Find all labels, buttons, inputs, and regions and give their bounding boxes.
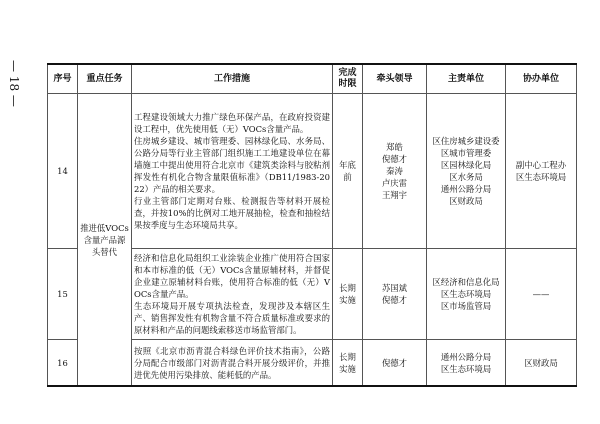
main-unit-cell	[427, 340, 506, 387]
assist-unit-cell: ——	[506, 249, 577, 340]
measures-cell	[132, 249, 333, 340]
deadline-cell: 长期实施	[333, 249, 363, 340]
header-task: 重点任务	[78, 64, 132, 94]
lead-cell	[363, 249, 427, 340]
unit-name: 区生态环境局	[440, 363, 492, 374]
measure-paragraph: 经济和信息化局组织工业涂装企业推广使用符合国家和本市标准的低（无）VOCs含量原辅材料，并督促企业建立原辅材料台账，使用符合标准的低（无）VOCs含量产品。	[134, 253, 330, 299]
unit-name: 通州公路分局	[440, 184, 492, 194]
row-seq: 15	[48, 249, 78, 340]
table-header-row	[48, 64, 577, 94]
assist-unit-cell: 区财政局	[506, 340, 577, 387]
table-row	[48, 94, 577, 249]
unit-name: 区市场监管局	[440, 301, 492, 311]
lead-cell	[363, 94, 427, 249]
unit-name: 副中心工程办	[515, 160, 567, 170]
unit-name: 区财政局	[449, 196, 483, 206]
unit-name: 区水务局	[449, 172, 483, 182]
lead-name: 倪德才	[381, 154, 408, 164]
measure-paragraph: 工程建设领域大力推广绿色环保产品，在政府投资建设工程中，优先使用低（无）VOCs含量产品。	[134, 112, 330, 134]
lead-cell: 倪德才	[363, 340, 427, 387]
unit-name: 区生态环境局	[440, 289, 492, 299]
lead-name: 王翔宇	[381, 190, 408, 200]
header-lead: 牵头领导	[363, 64, 427, 94]
page-number: — 18 —	[7, 60, 21, 107]
main-unit-cell	[427, 94, 506, 249]
lead-name: 苏国斌	[381, 283, 408, 293]
lead-name: 倪德才	[381, 295, 408, 305]
measure-paragraph: 生态环境局开展专项执法检查，发现涉及本辖区生产、销售挥发性有机物含量不符合质量标准或要求的原材料和产品的问题线索移送市场监管部门。	[134, 301, 330, 335]
unit-name: 区住房城乡建设委	[432, 136, 500, 146]
assist-unit-cell	[506, 94, 577, 249]
key-tasks-table	[47, 63, 577, 387]
lead-name: 秦涛	[386, 166, 403, 176]
lead-name: 卢庆雷	[381, 178, 408, 188]
main-unit-cell	[427, 249, 506, 340]
header-seq: 序号	[48, 64, 78, 94]
task-cell: 推进低VOCs含量产品源头替代	[78, 94, 132, 387]
unit-name: 区生态环境局	[515, 172, 567, 182]
header-measures: 工作措施	[132, 64, 333, 94]
deadline-cell: 年底前	[333, 94, 363, 249]
measures-cell	[132, 94, 333, 249]
measure-paragraph: 行业主管部门定期对台账、检测报告等材料开展检查，并按10%的比例对工地开展抽检，检查和抽检结果按季度与生态环境局共享。	[134, 196, 330, 230]
measure-paragraph: 住房城乡建设、城市管理委、园林绿化局、水务局、公路分局等行业主管部门组织施工工地建设单位在幕墙施工中提出使用符合北京市《建筑类涂料与胶粘剂挥发性有机化合物含量限值标准》（DB11/1983-2022）产品的相关要求。	[134, 136, 330, 194]
header-deadline: 完成时限	[333, 64, 363, 94]
lead-name: 郑皓	[386, 142, 403, 152]
measure-paragraph: 按照《北京市沥青混合料绿色评价技术指南》，公路分局配合市级部门对沥青混合料开展分级评价，并推进优先使用污染排放、能耗低的产品。	[134, 345, 330, 380]
deadline-cell: 长期实施	[333, 340, 363, 387]
measures-cell	[132, 340, 333, 387]
header-main-unit: 主责单位	[427, 64, 506, 94]
header-assist-unit: 协办单位	[506, 64, 577, 94]
unit-name: 通州公路分局	[440, 351, 492, 362]
row-seq: 14	[48, 94, 78, 249]
unit-name: 区城市管理委	[440, 148, 492, 158]
unit-name: 区经济和信息化局	[432, 277, 500, 287]
row-seq: 16	[48, 340, 78, 387]
unit-name: 区园林绿化局	[440, 160, 492, 170]
